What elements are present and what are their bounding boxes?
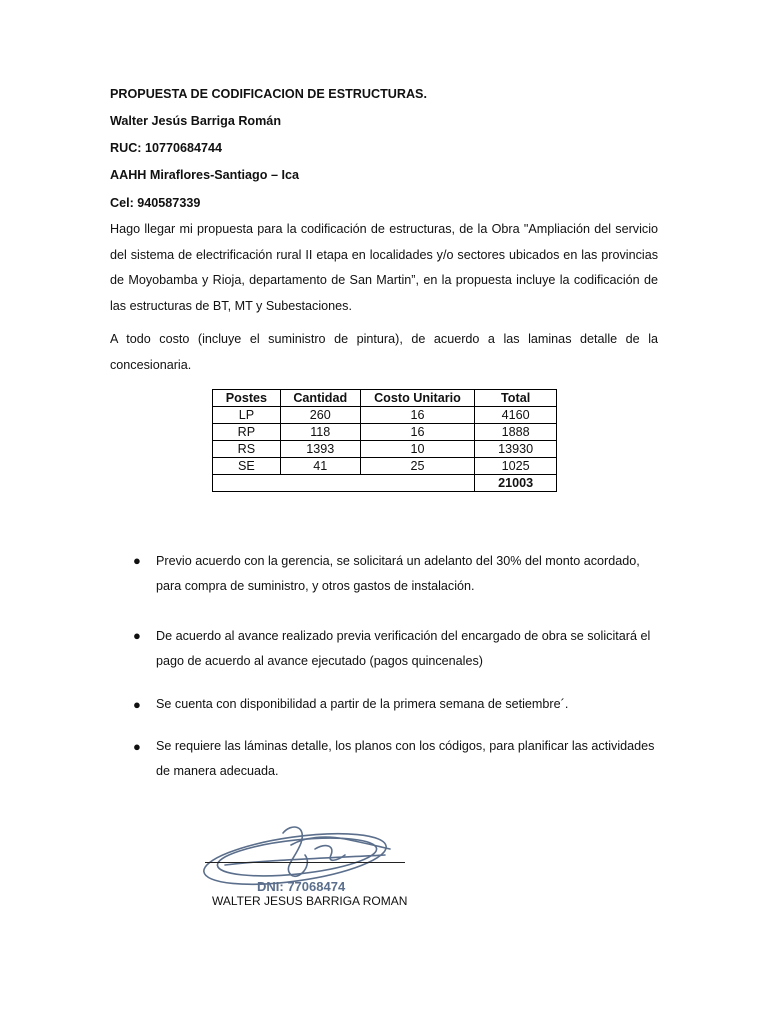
table-row	[213, 407, 557, 424]
cell-costo-unitario: 10	[360, 441, 475, 458]
table-total-row	[213, 475, 557, 492]
cell-cantidad: 1393	[280, 441, 360, 458]
signatory-name: WALTER JESUS BARRIGA ROMAN	[212, 894, 408, 908]
cell-total: 1888	[475, 424, 557, 441]
ruc-number: RUC: 10770684744	[110, 141, 223, 155]
bullet-dot-icon: ●	[133, 553, 141, 568]
document-title: PROPUESTA DE CODIFICACION DE ESTRUCTURAS.	[110, 87, 427, 101]
bullet-advance-payment: Previo acuerdo con la gerencia, se solicitará un adelanto del 30% del monto acordado, para compra de suministro, y otros gastos de instalación.	[156, 554, 640, 593]
cell-costo-unitario: 16	[360, 424, 475, 441]
address: AAHH Miraflores-Santiago – Ica	[110, 168, 299, 182]
intro-paragraph: Hago llegar mi propuesta para la codificación de estructuras, de la Obra "Ampliación del servicio del sistema de electrificación rural II etapa en localidades y/o sectores ubicados en las provincias de Moyobamba y Rioja, departamento de San Martin”, en la propuesta incluye la codificación de las estructuras de BT, MT y Subestaciones.	[110, 222, 658, 313]
column-header-total: Total	[475, 390, 557, 407]
cell-costo-unitario: 25	[360, 458, 475, 475]
phone-number: Cel: 940587339	[110, 196, 201, 210]
cell-cantidad: 260	[280, 407, 360, 424]
cost-table	[212, 389, 557, 492]
dni-stamp: DNI: 77068474	[257, 879, 346, 894]
cost-note-paragraph: A todo costo (incluye el suministro de pintura), de acuerdo a las laminas detalle de la concesionaria.	[110, 332, 658, 372]
column-header-postes: Postes	[213, 390, 281, 407]
column-header-costo-unitario: Costo Unitario	[360, 390, 475, 407]
table-row	[213, 458, 557, 475]
bullet-dot-icon: ●	[133, 628, 141, 643]
bullet-requirements: Se requiere las láminas detalle, los planos con los códigos, para planificar las actividades de manera adecuada.	[156, 739, 655, 778]
total-row-blank	[213, 475, 475, 492]
handwritten-signature	[195, 815, 405, 895]
cell-cantidad: 118	[280, 424, 360, 441]
bullet-availability: Se cuenta con disponibilidad a partir de la primera semana de setiembre´.	[156, 697, 569, 711]
bullet-dot-icon: ●	[133, 739, 141, 754]
column-header-cantidad: Cantidad	[280, 390, 360, 407]
table-row	[213, 424, 557, 441]
table-header-row	[213, 390, 557, 407]
cell-poste: RP	[213, 424, 281, 441]
cell-total: 13930	[475, 441, 557, 458]
cell-costo-unitario: 16	[360, 407, 475, 424]
cell-cantidad: 41	[280, 458, 360, 475]
table-row	[213, 441, 557, 458]
signature-line	[205, 862, 405, 863]
grand-total: 21003	[475, 475, 557, 492]
bullet-dot-icon: ●	[133, 697, 141, 712]
cell-poste: LP	[213, 407, 281, 424]
cell-total: 1025	[475, 458, 557, 475]
author-name: Walter Jesús Barriga Román	[110, 114, 282, 128]
cell-poste: SE	[213, 458, 281, 475]
bullet-progress-payment: De acuerdo al avance realizado previa verificación del encargado de obra se solicitará el pago de acuerdo al avance ejecutado (pagos quincenales)	[156, 629, 651, 668]
cell-poste: RS	[213, 441, 281, 458]
cell-total: 4160	[475, 407, 557, 424]
